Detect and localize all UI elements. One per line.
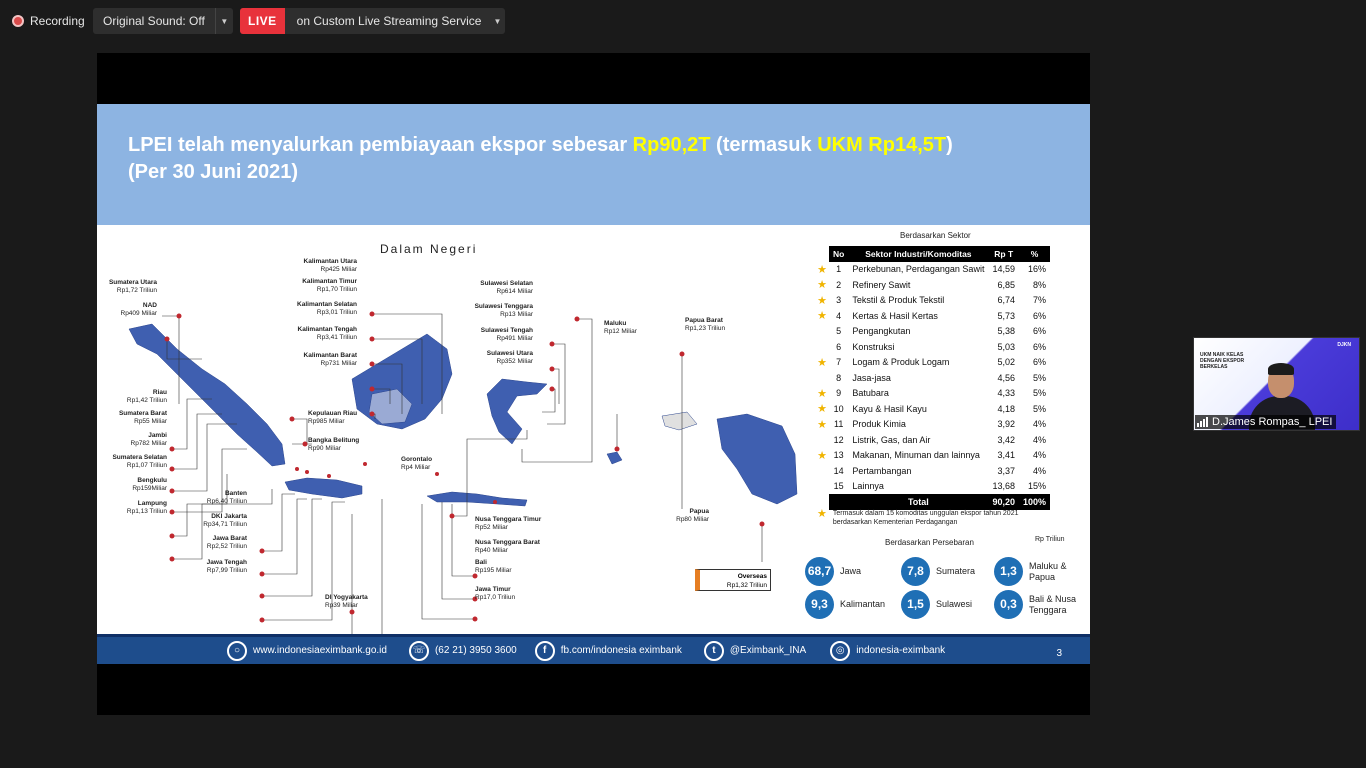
sector-no: 7: [836, 357, 842, 368]
map-region-sulawesi: [487, 379, 547, 444]
table-row: [815, 417, 1050, 433]
table-row: [815, 463, 1050, 479]
region-label-papua-barat: Papua Barat Rp1,23 Triliun: [685, 317, 726, 332]
sector-percent: 15%: [1028, 481, 1047, 492]
sector-percent: 4%: [1033, 450, 1047, 461]
sector-value: 4,56: [997, 372, 1015, 383]
star-icon: ★: [817, 279, 827, 292]
slide-title: [128, 132, 1068, 186]
region-label-papua: Papua Rp80 Miliar: [676, 508, 709, 523]
total-percent: 100%: [1019, 494, 1050, 510]
participant-video[interactable]: [1193, 337, 1360, 431]
region-label-nusa-tenggara-barat: Nusa Tenggara Barat Rp40 Miliar: [475, 539, 540, 554]
star-icon: ★: [817, 310, 827, 323]
background-brand-logo: DJKN: [1337, 342, 1351, 348]
sector-percent: 6%: [1033, 357, 1047, 368]
sector-percent: 8%: [1033, 279, 1047, 290]
sector-value: 6,85: [997, 279, 1015, 290]
col-no: No: [829, 246, 848, 262]
star-note-line1: Termasuk dalam 15 komoditas unggulan ekspor tahun 2021: [832, 510, 1019, 517]
sector-percent: 4%: [1033, 419, 1047, 430]
total-value: 90,20: [988, 494, 1019, 510]
table-row: [815, 355, 1050, 371]
slide-header: [97, 104, 1090, 225]
sector-name: Tekstil & Produk Tekstil: [852, 295, 945, 306]
region-label-di-yogyakarta: DI Yogyakarta Rp39 Miliar: [325, 594, 368, 609]
sector-name: Makanan, Minuman dan lainnya: [852, 450, 980, 461]
region-label-sulawesi-selatan: Sulawesi Selatan Rp614 Miliar: [480, 280, 533, 295]
dist-label: Maluku & Papua: [1029, 560, 1067, 582]
total-spacer: [829, 494, 848, 510]
region-label-nusa-tenggara-timur: Nusa Tenggara Timur Rp52 Miliar: [475, 516, 542, 531]
phone-icon: ☏: [409, 641, 429, 661]
shared-screen: [97, 53, 1090, 715]
dist-label: Kalimantan: [840, 599, 886, 609]
sector-name: Produk Kimia: [852, 419, 906, 430]
sector-name: Pertambangan: [852, 465, 912, 476]
title-text: LPEI telah menyalurkan pembiayaan ekspor sebesar: [128, 134, 633, 156]
original-sound-toggle[interactable]: [93, 8, 233, 34]
region-label-gorontalo: Gorontalo Rp4 Miliar: [401, 456, 433, 471]
star-note-line2: berdasarkan Kementerian Perdagangan: [832, 519, 958, 526]
star-icon: ★: [817, 403, 827, 416]
region-label-sulawesi-utara: Sulawesi Utara Rp352 Miliar: [486, 350, 533, 365]
star-icon: ★: [817, 263, 827, 276]
record-dot-icon: [12, 15, 24, 27]
dist-value: 68,7: [805, 557, 834, 586]
region-label-dki-jakarta: DKI Jakarta Rp34,71 Triliun: [203, 513, 247, 528]
region-label-sulawesi-tenggara: Sulawesi Tenggara Rp13 Miliar: [474, 303, 533, 318]
sector-name: Batubara: [852, 388, 889, 399]
sector-percent: 5%: [1033, 403, 1047, 414]
region-label-jawa-timur: Jawa Timur Rp17,0 Triliun: [475, 586, 516, 601]
region-label-jawa-barat: Jawa Barat Rp2,52 Triliun: [206, 535, 247, 550]
sector-no: 13: [833, 450, 844, 461]
region-label-kalimantan-selatan: Kalimantan Selatan Rp3,01 Triliun: [297, 301, 357, 316]
footer-twitter: t @Eximbank_INA: [704, 641, 806, 661]
sector-name: Kertas & Hasil Kertas: [852, 310, 938, 321]
dist-value: 9,3: [805, 590, 834, 619]
sector-no: 8: [836, 372, 842, 383]
map-region-maluku: [607, 452, 622, 464]
region-label-nad: NAD Rp409 Miliar: [120, 302, 157, 317]
globe-icon: ○: [227, 641, 247, 661]
live-stream-label[interactable]: on Custom Live Streaming Service: [296, 14, 482, 28]
region-label-jawa-tengah: Jawa Tengah Rp7,99 Triliun: [206, 559, 247, 574]
sector-table: [815, 246, 1050, 510]
sector-value: 5,03: [997, 341, 1015, 352]
region-label-sumatera-barat: Sumatera Barat Rp55 Miliar: [118, 410, 167, 425]
star-icon: ★: [817, 356, 827, 369]
table-row: [815, 386, 1050, 402]
sector-percent: 16%: [1028, 264, 1047, 275]
unit-caption: Rp Triliun: [1035, 536, 1065, 543]
chevron-down-icon[interactable]: ▼: [493, 16, 502, 26]
title-text: ): [946, 134, 953, 156]
region-label-maluku: Maluku Rp12 Miliar: [604, 320, 637, 335]
region-label-kalimantan-tengah: Kalimantan Tengah Rp3,41 Triliun: [297, 326, 357, 341]
sector-name: Refinery Sawit: [852, 279, 911, 290]
sector-no: 3: [836, 295, 842, 306]
sector-value: 6,74: [997, 295, 1015, 306]
table-row: [815, 277, 1050, 293]
sector-percent: 4%: [1033, 465, 1047, 476]
sector-no: 12: [833, 434, 844, 445]
background-slide-text: UKM NAIK KELAS DENGAN EKSPOR BERKELAS: [1200, 352, 1245, 370]
region-label-riau: Riau Rp1,42 Triliun: [126, 389, 167, 404]
map-region-java: [285, 478, 362, 498]
sector-value: 3,37: [997, 465, 1015, 476]
participant-hair: [1268, 363, 1294, 375]
footer-phone: ☏ (62 21) 3950 3600: [409, 641, 517, 661]
sector-percent: 6%: [1033, 341, 1047, 352]
sector-percent: 5%: [1033, 388, 1047, 399]
sector-no: 6: [836, 341, 842, 352]
slide-footer: [97, 634, 1090, 664]
region-label-bengkulu: Bengkulu Rp159Miliar: [132, 477, 167, 492]
sector-value: 3,41: [997, 450, 1015, 461]
overseas-box: Overseas Rp1,32 Triliun: [695, 569, 771, 591]
dist-bali-nusa-tenggara: [994, 590, 1086, 619]
sector-no: 2: [836, 279, 842, 290]
region-label-banten: Banten Rp6,40 Triliun: [206, 490, 247, 505]
footer-facebook: f fb.com/indonesia eximbank: [535, 641, 682, 661]
dist-label: Bali & Nusa Tenggara: [1029, 593, 1077, 615]
dist-sulawesi: [901, 590, 972, 619]
region-label-lampung: Lampung Rp1,13 Triliun: [126, 500, 167, 515]
sector-no: 15: [833, 481, 844, 492]
live-stream-menu[interactable]: [240, 8, 505, 34]
star-icon: ★: [817, 449, 827, 462]
map-region-papua: [717, 414, 797, 504]
col-rp: Rp T: [988, 246, 1019, 262]
participant-name-tag: [1195, 415, 1336, 429]
sector-no: 4: [836, 310, 842, 321]
page-number: 3: [1056, 648, 1062, 659]
sector-value: 4,33: [997, 388, 1015, 399]
recording-indicator[interactable]: [12, 12, 85, 30]
dist-value: 0,3: [994, 590, 1023, 619]
map-title: Dalam Negeri: [380, 242, 478, 256]
distribution-caption: Berdasarkan Persebaran: [885, 538, 974, 547]
instagram-icon: ◎: [830, 641, 850, 661]
star-icon: [815, 324, 829, 340]
twitter-icon: t: [704, 641, 724, 661]
total-label: Total: [848, 494, 988, 510]
participant-name: D.James Rompas_ LPEI: [1212, 416, 1333, 428]
dist-value: 1,5: [901, 590, 930, 619]
col-pct: %: [1019, 246, 1050, 262]
table-row: [815, 479, 1050, 495]
table-row: [815, 262, 1050, 278]
region-label-kepulauan-riau: Kepulauan Riau Rp985 Miliar: [308, 410, 358, 425]
region-label-bangka-belitung: Bangka Belitung Rp90 Miliar: [308, 437, 360, 452]
sector-value: 5,38: [997, 326, 1015, 337]
facebook-icon: f: [535, 641, 555, 661]
total-row: [815, 494, 1050, 510]
title-highlight-total: Rp90,2T: [632, 134, 711, 156]
table-row: [815, 370, 1050, 386]
sector-value: 14,59: [992, 264, 1015, 275]
sector-value: 5,73: [997, 310, 1015, 321]
sector-value: 4,18: [997, 403, 1015, 414]
star-icon: [815, 370, 829, 386]
star-icon: ★: [817, 294, 827, 307]
star-icon: [815, 463, 829, 479]
dist-jawa: [805, 557, 861, 586]
dist-label: Sumatera: [936, 566, 976, 576]
sector-no: 11: [834, 419, 844, 430]
map-region-papua-barat: [662, 412, 697, 430]
table-row: [815, 339, 1050, 355]
region-label-jambi: Jambi Rp782 Miliar: [130, 432, 167, 447]
table-row: [815, 324, 1050, 340]
star-icon: [815, 432, 829, 448]
sector-percent: 6%: [1033, 310, 1047, 321]
sector-caption: Berdasarkan Sektor: [900, 231, 971, 240]
chevron-down-icon[interactable]: ▼: [215, 8, 233, 34]
sector-name: Konstruksi: [852, 341, 895, 352]
sector-value: 5,02: [997, 357, 1015, 368]
sector-no: 14: [833, 465, 844, 476]
star-icon: ★: [817, 418, 827, 431]
sector-name: Logam & Produk Logam: [852, 357, 950, 368]
dist-sumatera: [901, 557, 975, 586]
title-date: (Per 30 Juni 2021): [128, 161, 299, 183]
dist-label: Jawa: [840, 566, 862, 576]
star-icon: [815, 339, 829, 355]
star-icon: ★: [817, 508, 827, 520]
table-row: [815, 432, 1050, 448]
sector-value: 13,68: [992, 481, 1015, 492]
sector-no: 9: [836, 388, 842, 399]
dist-value: 7,8: [901, 557, 930, 586]
sector-value: 3,42: [997, 434, 1015, 445]
sector-percent: 7%: [1033, 295, 1047, 306]
region-label-bali: Bali Rp195 Miliar: [475, 559, 512, 574]
dist-maluku-papua: [994, 557, 1084, 586]
region-label-kalimantan-timur: Kalimantan Timur Rp1,70 Triliun: [302, 278, 357, 293]
sector-name: Jasa-jasa: [852, 372, 891, 383]
sector-name: Kayu & Hasil Kayu: [852, 403, 927, 414]
star-icon: [815, 479, 829, 495]
star-icon: ★: [817, 387, 827, 400]
dist-label: Sulawesi: [936, 599, 973, 609]
table-row: [815, 401, 1050, 417]
presentation-slide: [97, 104, 1090, 664]
original-sound-label[interactable]: Original Sound: Off: [103, 14, 205, 28]
meeting-topbar: [0, 0, 1366, 44]
col-sector: Sektor Industri/Komoditas: [848, 246, 988, 262]
sector-no: 1: [836, 264, 842, 275]
sector-name: Listrik, Gas, dan Air: [852, 434, 931, 445]
footer-instagram: ◎ indonesia-eximbank: [830, 641, 945, 661]
sector-no: 10: [833, 403, 844, 414]
table-row: [815, 293, 1050, 309]
title-text: (termasuk: [710, 134, 818, 156]
sector-value: 3,92: [997, 419, 1015, 430]
region-label-kalimantan-barat: Kalimantan Barat Rp731 Miliar: [303, 352, 357, 367]
table-row: [815, 308, 1050, 324]
footer-website: ○ www.indonesiaeximbank.go.id: [227, 641, 387, 661]
table-row: [815, 448, 1050, 464]
region-label-sumatera-utara: Sumatera Utara Rp1,72 Triliun: [108, 279, 157, 294]
sector-name: Pengangkutan: [852, 326, 911, 337]
audio-level-icon: [1197, 417, 1208, 427]
sector-name: Perkebunan, Perdagangan Sawit: [852, 264, 985, 275]
star-note: [817, 509, 1019, 527]
dist-kalimantan: [805, 590, 885, 619]
title-highlight-ukm: UKM Rp14,5T: [817, 134, 947, 156]
sector-no: 5: [836, 326, 842, 337]
sector-percent: 6%: [1033, 326, 1047, 337]
recording-label: Recording: [30, 14, 85, 28]
region-label-sumatera-selatan: Sumatera Selatan Rp1,07 Triliun: [112, 454, 167, 469]
dist-value: 1,3: [994, 557, 1023, 586]
sector-percent: 4%: [1033, 434, 1047, 445]
sector-name: Lainnya: [852, 481, 884, 492]
live-badge: LIVE: [240, 8, 285, 34]
region-label-sulawesi-tengah: Sulawesi Tengah Rp491 Miliar: [480, 327, 533, 342]
sector-percent: 5%: [1033, 372, 1047, 383]
region-label-kalimantan-utara: Kalimantan Utara Rp425 Miliar: [303, 258, 357, 273]
